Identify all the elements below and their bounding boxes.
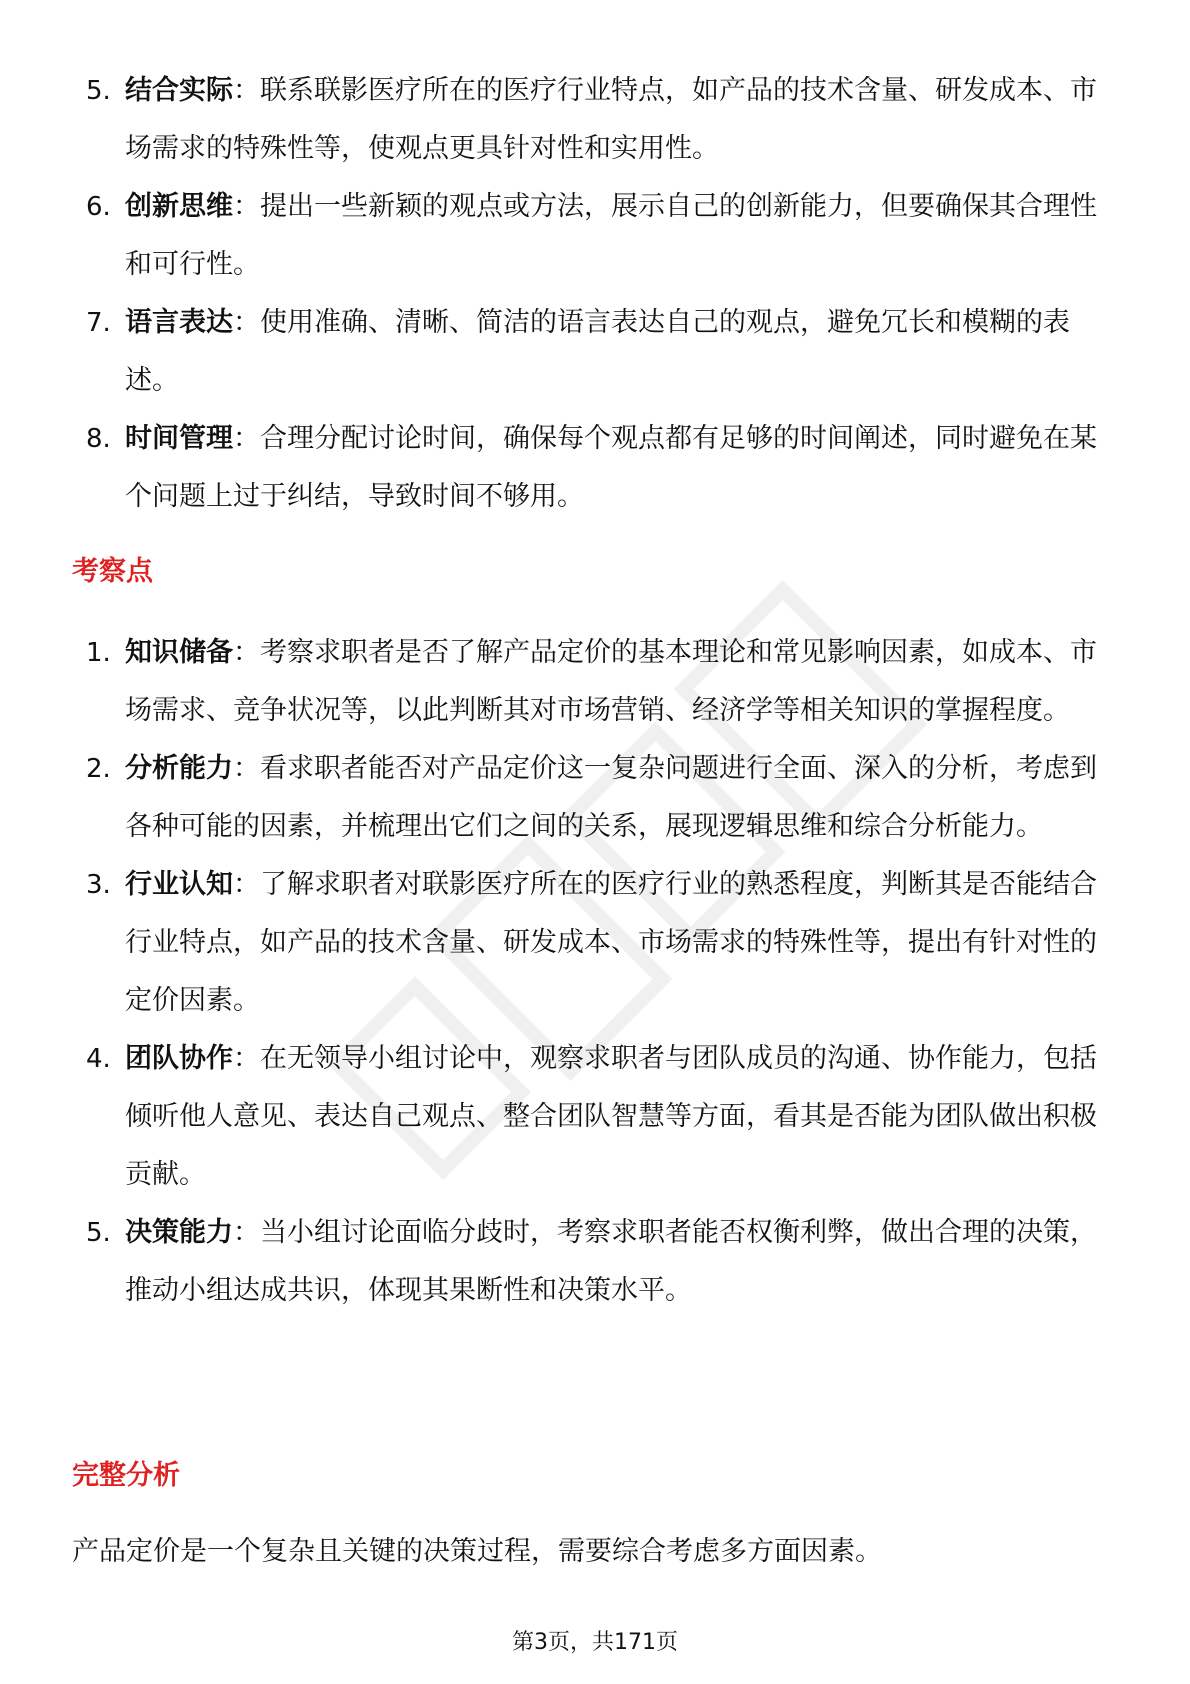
list-text: ：联系联影医疗所在的医疗行业特点，如产品的技术含量、研发成本、市场需求的特殊性等，使观点更具针对性和实用性。 (125, 75, 1097, 164)
section-title-exam: 考察点 (72, 556, 153, 587)
list-text: ：了解求职者对联影医疗所在的医疗行业的熟悉程度，判断其是否能结合行业特点，如产品的技术含量、研发成本、市场需求的特殊性等，提出有针对性的定价因素。 (125, 869, 1097, 1016)
list-term: 知识储备 (125, 637, 233, 668)
list-term: 分析能力 (125, 753, 233, 784)
list-term: 行业认知 (125, 869, 233, 900)
list-number: 6. (86, 192, 111, 222)
list-term: 语言表达 (125, 307, 233, 338)
list-number: 7. (86, 308, 111, 338)
list-item (72, 624, 1120, 740)
page-number: 第3页，共171页 (512, 1630, 678, 1655)
list-number: 5. (86, 76, 111, 106)
list-item (72, 62, 1120, 178)
exam-points-list (72, 624, 1120, 1320)
list-term: 决策能力 (125, 1217, 233, 1248)
list-text: ：当小组讨论面临分歧时，考察求职者能否权衡利弊，做出合理的决策，推动小组达成共识，体现其果断性和决策水平。 (125, 1217, 1097, 1306)
list-item (72, 856, 1120, 1030)
list-item (72, 410, 1120, 526)
list-item (72, 1204, 1120, 1320)
practice-list (72, 62, 1120, 526)
analysis-paragraph: 产品定价是一个复杂且关键的决策过程，需要综合考虑多方面因素。 (72, 1536, 882, 1567)
list-text: ：提出一些新颖的观点或方法，展示自己的创新能力，但要确保其合理性和可行性。 (125, 191, 1097, 280)
list-number: 1. (86, 638, 111, 668)
list-term: 创新思维 (125, 191, 233, 222)
list-item (72, 294, 1120, 410)
list-item (72, 1030, 1120, 1204)
list-text: ：考察求职者是否了解产品定价的基本理论和常见影响因素，如成本、市场需求、竞争状况等，以此判断其对市场营销、经济学等相关知识的掌握程度。 (125, 637, 1097, 726)
list-number: 8. (86, 424, 111, 454)
list-term: 团队协作 (125, 1043, 233, 1074)
list-number: 5. (86, 1218, 111, 1248)
list-term: 结合实际 (125, 75, 233, 106)
list-text: ：在无领导小组讨论中，观察求职者与团队成员的沟通、协作能力，包括倾听他人意见、表达自己观点、整合团队智慧等方面，看其是否能为团队做出积极贡献。 (125, 1043, 1097, 1190)
section-title-analysis: 完整分析 (72, 1460, 180, 1491)
list-number: 3. (86, 870, 111, 900)
list-number: 2. (86, 754, 111, 784)
list-item (72, 740, 1120, 856)
list-text: ：使用准确、清晰、简洁的语言表达自己的观点，避免冗长和模糊的表述。 (125, 307, 1070, 396)
list-term: 时间管理 (125, 423, 233, 454)
list-item (72, 178, 1120, 294)
list-text: ：合理分配讨论时间，确保每个观点都有足够的时间阐述，同时避免在某个问题上过于纠结，导致时间不够用。 (125, 423, 1097, 512)
list-number: 4. (86, 1044, 111, 1074)
list-text: ：看求职者能否对产品定价这一复杂问题进行全面、深入的分析，考虑到各种可能的因素，并梳理出它们之间的关系，展现逻辑思维和综合分析能力。 (125, 753, 1097, 842)
